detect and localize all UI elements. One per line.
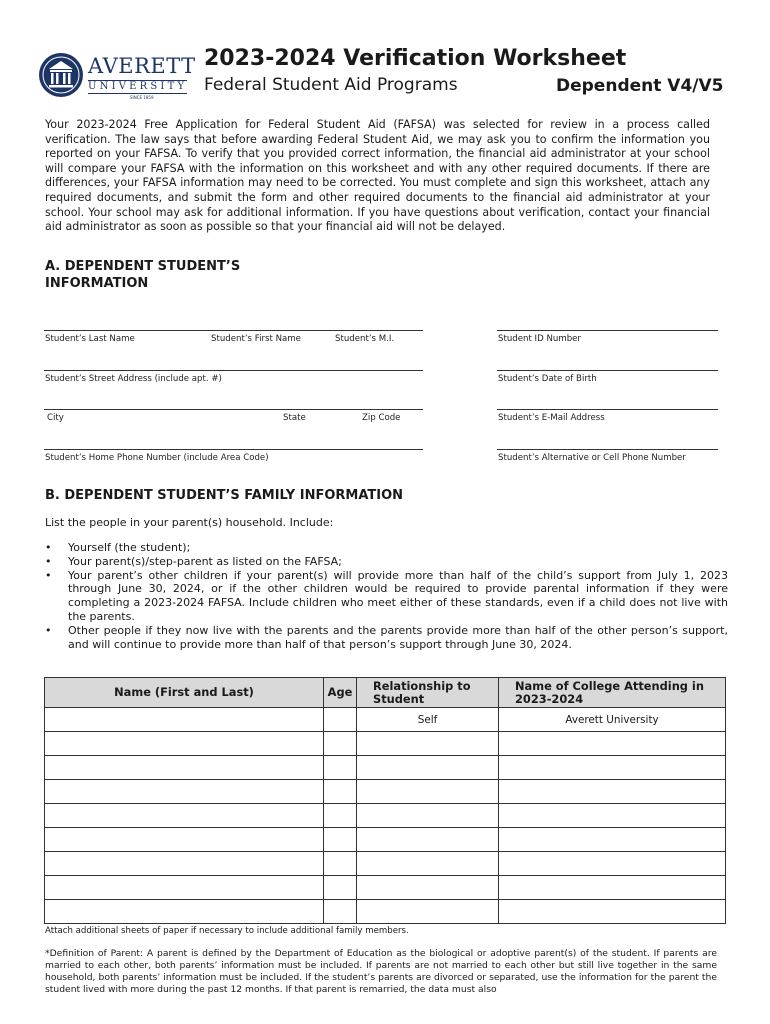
table-row bbox=[45, 780, 726, 804]
college-cell[interactable]: Averett University bbox=[499, 708, 726, 732]
city-label: City bbox=[47, 413, 64, 423]
email-line[interactable] bbox=[497, 409, 718, 410]
age-cell[interactable] bbox=[324, 828, 357, 852]
table-row bbox=[45, 804, 726, 828]
page-title: 2023-2024 Verification Worksheet bbox=[204, 46, 627, 71]
section-a-title: A. DEPENDENT STUDENT’S INFORMATION bbox=[45, 259, 241, 291]
name-cell[interactable] bbox=[45, 852, 324, 876]
age-cell[interactable] bbox=[324, 780, 357, 804]
table-row bbox=[45, 852, 726, 876]
logo-name: AVERETT bbox=[88, 54, 196, 78]
city-line[interactable] bbox=[44, 409, 423, 410]
logo-tagline: SINCE 1859 bbox=[130, 95, 154, 100]
list-item: • Your parent’s other children if your parent(s) will provide more than half of the child’s support from July 1, 2023 through June 30, 2024, or if the other children would be required to provide parental information if they were completing a 2023-2024 FAFSA. Include children who meet either of these standards, even if a child does not live with the parents. bbox=[45, 569, 728, 624]
section-b-title: B. DEPENDENT STUDENT’S FAMILY INFORMATION bbox=[45, 488, 404, 503]
name-cell[interactable] bbox=[45, 828, 324, 852]
include-list bbox=[45, 541, 728, 651]
name-cell[interactable] bbox=[45, 900, 324, 924]
name-line[interactable] bbox=[44, 330, 423, 331]
relationship-cell[interactable] bbox=[357, 828, 499, 852]
email-label: Student’s E-Mail Address bbox=[498, 413, 605, 423]
averett-logo bbox=[38, 50, 196, 100]
first-name-label: Student’s First Name bbox=[211, 334, 301, 344]
intro-paragraph: Your 2023-2024 Free Application for Federal Student Aid (FAFSA) was selected for review in a process called verification. The law says that before awarding Federal Student Aid, we may ask you to confirm the information you reported on your FAFSA. To verify that you provided correct information, the financial aid administrator at your school will compare your FAFSA with the information on this worksheet and with any other required documents. If there are differences, your FAFSA information may need to be corrected. You must complete and sign this worksheet, attach any required documents, and submit the form and other required documents to the financial aid administrator at your school. Your school may ask for additional information. If you have questions about verification, contact your financial aid administrator as soon as possible so that your financial aid will not be delayed. bbox=[45, 118, 710, 234]
attach-note: Attach additional sheets of paper if necessary to include additional family members. bbox=[45, 926, 409, 936]
table-row bbox=[45, 876, 726, 900]
relationship-cell[interactable] bbox=[357, 852, 499, 876]
name-cell[interactable] bbox=[45, 756, 324, 780]
relationship-cell[interactable]: Self bbox=[357, 708, 499, 732]
age-cell[interactable] bbox=[324, 804, 357, 828]
state-label: State bbox=[283, 413, 306, 423]
university-seal-icon bbox=[38, 52, 84, 98]
form-version: Dependent V4/V5 bbox=[556, 76, 724, 96]
relationship-cell[interactable] bbox=[357, 876, 499, 900]
table-row bbox=[45, 756, 726, 780]
last-name-label: Student’s Last Name bbox=[45, 334, 135, 344]
list-item: • Yourself (the student); bbox=[45, 541, 728, 555]
age-cell[interactable] bbox=[324, 708, 357, 732]
college-cell[interactable] bbox=[499, 732, 726, 756]
list-item: • Other people if they now live with the parents and the parents provide more than half of the other person’s support, and will continue to provide more than half of that person’s support through June 30, 2024. bbox=[45, 624, 728, 652]
table-header-row bbox=[45, 678, 726, 708]
age-cell[interactable] bbox=[324, 852, 357, 876]
relationship-cell[interactable] bbox=[357, 756, 499, 780]
college-cell[interactable] bbox=[499, 756, 726, 780]
age-cell[interactable] bbox=[324, 756, 357, 780]
parent-definition: *Definition of Parent: A parent is defined by the Department of Education as the biological or adoptive parent(s) of the student. If parents are married to each other, both parents’ information must be included. If parents are not married to each other but still live together in the same household, both parents’ information must be included. If the student’s parents are divorced or separated, use the information for the parent the student lived with more during the past 12 months. If that parent is remarried, the data must also bbox=[45, 948, 717, 995]
col-college-header: Name of College Attending in 2023-2024 bbox=[499, 678, 726, 708]
dob-line[interactable] bbox=[497, 370, 718, 371]
name-cell[interactable] bbox=[45, 732, 324, 756]
age-cell[interactable] bbox=[324, 900, 357, 924]
college-cell[interactable] bbox=[499, 900, 726, 924]
mi-label: Student’s M.I. bbox=[335, 334, 395, 344]
table-row bbox=[45, 708, 726, 732]
list-item: • Your parent(s)/step-parent as listed on the FAFSA; bbox=[45, 555, 728, 569]
age-cell[interactable] bbox=[324, 876, 357, 900]
student-id-line[interactable] bbox=[497, 330, 718, 331]
zip-label: Zip Code bbox=[362, 413, 401, 423]
table-row bbox=[45, 900, 726, 924]
name-cell[interactable] bbox=[45, 708, 324, 732]
name-cell[interactable] bbox=[45, 804, 324, 828]
name-cell[interactable] bbox=[45, 780, 324, 804]
student-id-label: Student ID Number bbox=[498, 334, 581, 344]
col-relationship-header: Relationship to Student bbox=[357, 678, 499, 708]
dob-label: Student’s Date of Birth bbox=[498, 374, 597, 384]
home-phone-line[interactable] bbox=[44, 449, 423, 450]
list-intro: List the people in your parent(s) household. Include: bbox=[45, 516, 334, 529]
relationship-cell[interactable] bbox=[357, 780, 499, 804]
street-label: Student’s Street Address (include apt. #) bbox=[45, 374, 222, 384]
logo-university: UNIVERSITY bbox=[88, 81, 188, 92]
college-cell[interactable] bbox=[499, 828, 726, 852]
home-phone-label: Student’s Home Phone Number (include Area Code) bbox=[45, 453, 269, 463]
street-line[interactable] bbox=[44, 370, 423, 371]
college-cell[interactable] bbox=[499, 852, 726, 876]
alt-phone-line[interactable] bbox=[497, 449, 718, 450]
name-cell[interactable] bbox=[45, 876, 324, 900]
col-name-header: Name (First and Last) bbox=[45, 678, 324, 708]
relationship-cell[interactable] bbox=[357, 804, 499, 828]
relationship-cell[interactable] bbox=[357, 900, 499, 924]
page-subtitle: Federal Student Aid Programs bbox=[204, 75, 458, 95]
age-cell[interactable] bbox=[324, 732, 357, 756]
college-cell[interactable] bbox=[499, 780, 726, 804]
alt-phone-label: Student’s Alternative or Cell Phone Number bbox=[498, 453, 686, 463]
col-age-header: Age bbox=[324, 678, 357, 708]
college-cell[interactable] bbox=[499, 804, 726, 828]
relationship-cell[interactable] bbox=[357, 732, 499, 756]
table-row bbox=[45, 732, 726, 756]
table-row bbox=[45, 828, 726, 852]
college-cell[interactable] bbox=[499, 876, 726, 900]
family-table bbox=[44, 677, 726, 924]
